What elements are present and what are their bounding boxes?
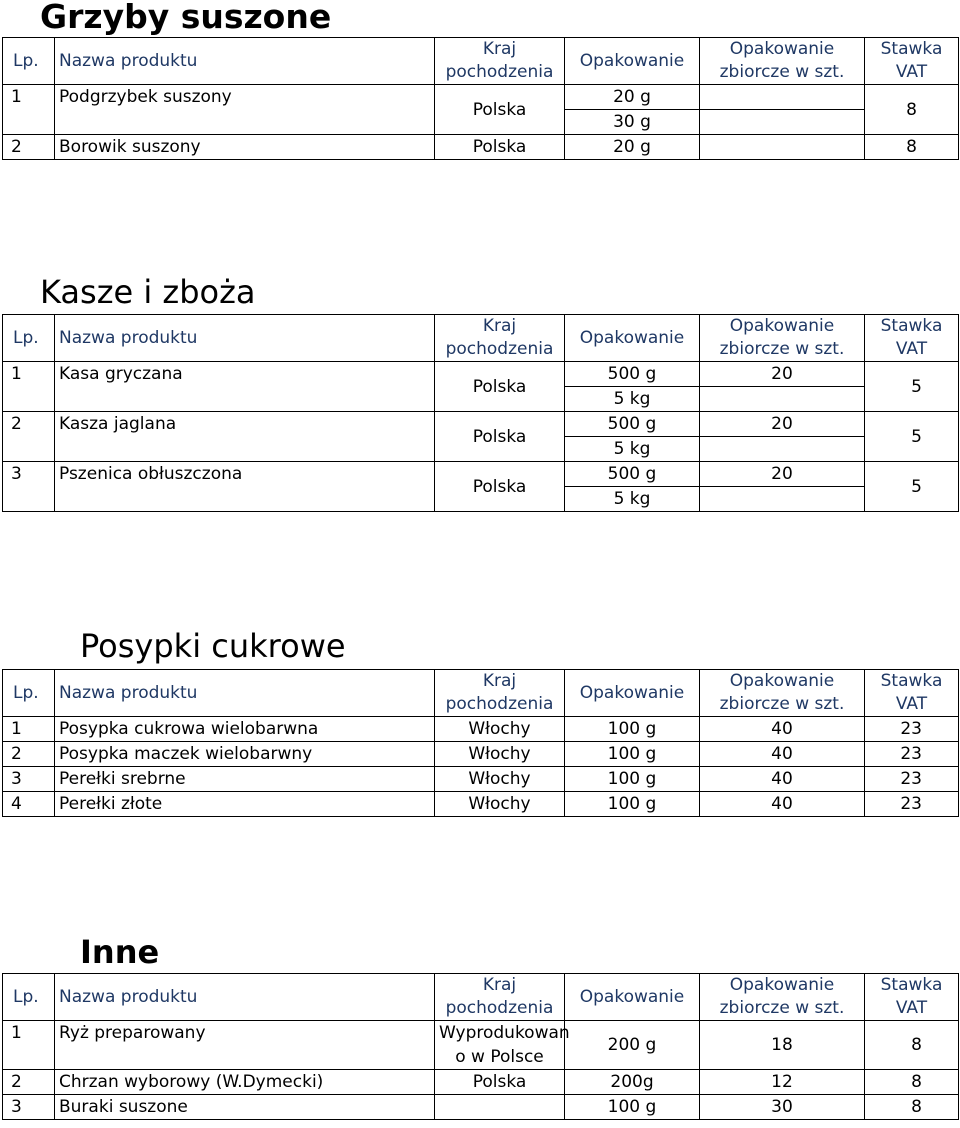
cell-lp: 1 xyxy=(3,85,55,135)
cell-pack: 100 g xyxy=(565,717,700,742)
table-header-row xyxy=(3,974,959,1021)
cell-vat: 8 xyxy=(865,1021,959,1070)
cell-vat: 8 xyxy=(865,85,959,135)
table-row xyxy=(3,85,959,110)
header-country: Kraj pochodzenia xyxy=(435,38,565,85)
table-header-row xyxy=(3,38,959,85)
table-row xyxy=(3,792,959,817)
header-bulk: Opakowanie zbiorcze w szt. xyxy=(700,974,865,1021)
header-name: Nazwa produktu xyxy=(55,38,435,85)
cell-name: Chrzan wyborowy (W.Dymecki) xyxy=(55,1070,435,1095)
cell-vat: 8 xyxy=(865,135,959,160)
table-kasze xyxy=(2,314,959,512)
cell-lp: 3 xyxy=(3,462,55,512)
header-vat: Stawka VAT xyxy=(865,974,959,1021)
section-title-grzyby: Grzyby suszone xyxy=(40,0,332,36)
header-lp: Lp. xyxy=(3,974,55,1021)
cell-country: Wyprodukowan o w Polsce xyxy=(435,1021,565,1070)
cell-bulk: 12 xyxy=(700,1070,865,1095)
cell-vat: 23 xyxy=(865,792,959,817)
cell-vat: 23 xyxy=(865,717,959,742)
cell-bulk: 20 xyxy=(700,412,865,437)
cell-bulk: 40 xyxy=(700,767,865,792)
cell-lp: 1 xyxy=(3,362,55,412)
section-title-posypki: Posypki cukrowe xyxy=(80,627,346,665)
header-pack: Opakowanie xyxy=(565,38,700,85)
cell-pack: 30 g xyxy=(565,110,700,135)
cell-name: Kasza jaglana xyxy=(55,412,435,462)
cell-vat: 23 xyxy=(865,767,959,792)
cell-vat: 23 xyxy=(865,742,959,767)
cell-pack: 100 g xyxy=(565,1095,700,1120)
cell-pack: 5 kg xyxy=(565,387,700,412)
header-vat: Stawka VAT xyxy=(865,38,959,85)
cell-name: Pszenica obłuszczona xyxy=(55,462,435,512)
cell-country: Polska xyxy=(435,1070,565,1095)
cell-country: Polska xyxy=(435,462,565,512)
header-lp: Lp. xyxy=(3,315,55,362)
cell-country: Polska xyxy=(435,85,565,135)
cell-pack: 20 g xyxy=(565,85,700,110)
header-name: Nazwa produktu xyxy=(55,974,435,1021)
cell-country: Polska xyxy=(435,135,565,160)
cell-bulk: 40 xyxy=(700,742,865,767)
table-inne xyxy=(2,973,959,1120)
cell-lp: 3 xyxy=(3,1095,55,1120)
header-lp: Lp. xyxy=(3,38,55,85)
cell-bulk: 40 xyxy=(700,717,865,742)
table-row xyxy=(3,412,959,437)
cell-country: Włochy xyxy=(435,742,565,767)
table-row xyxy=(3,135,959,160)
cell-name: Kasa gryczana xyxy=(55,362,435,412)
header-bulk: Opakowanie zbiorcze w szt. xyxy=(700,670,865,717)
cell-name: Borowik suszony xyxy=(55,135,435,160)
header-pack: Opakowanie xyxy=(565,974,700,1021)
cell-bulk: 30 xyxy=(700,1095,865,1120)
header-lp: Lp. xyxy=(3,670,55,717)
header-name: Nazwa produktu xyxy=(55,670,435,717)
table-row xyxy=(3,1021,959,1070)
cell-pack: 500 g xyxy=(565,362,700,387)
cell-vat: 5 xyxy=(865,412,959,462)
cell-bulk xyxy=(700,437,865,462)
cell-pack: 500 g xyxy=(565,462,700,487)
header-vat: Stawka VAT xyxy=(865,315,959,362)
section-title-inne: Inne xyxy=(80,933,160,971)
cell-vat: 5 xyxy=(865,462,959,512)
header-country: Kraj pochodzenia xyxy=(435,974,565,1021)
cell-name: Buraki suszone xyxy=(55,1095,435,1120)
cell-lp: 4 xyxy=(3,792,55,817)
header-bulk: Opakowanie zbiorcze w szt. xyxy=(700,38,865,85)
cell-vat: 8 xyxy=(865,1070,959,1095)
header-vat: Stawka VAT xyxy=(865,670,959,717)
table-header-row xyxy=(3,670,959,717)
table-row xyxy=(3,717,959,742)
cell-country: Włochy xyxy=(435,767,565,792)
cell-lp: 2 xyxy=(3,135,55,160)
cell-vat: 8 xyxy=(865,1095,959,1120)
header-pack: Opakowanie xyxy=(565,670,700,717)
header-country: Kraj pochodzenia xyxy=(435,315,565,362)
cell-bulk xyxy=(700,85,865,110)
cell-pack: 200g xyxy=(565,1070,700,1095)
cell-name: Perełki złote xyxy=(55,792,435,817)
table-row xyxy=(3,1095,959,1120)
cell-name: Podgrzybek suszony xyxy=(55,85,435,135)
table-row xyxy=(3,767,959,792)
table-header-row xyxy=(3,315,959,362)
table-row xyxy=(3,742,959,767)
cell-country xyxy=(435,1095,565,1120)
cell-pack: 200 g xyxy=(565,1021,700,1070)
cell-country: Włochy xyxy=(435,792,565,817)
cell-bulk xyxy=(700,487,865,512)
cell-pack: 5 kg xyxy=(565,487,700,512)
cell-bulk xyxy=(700,135,865,160)
cell-pack: 100 g xyxy=(565,742,700,767)
cell-lp: 2 xyxy=(3,412,55,462)
cell-vat: 5 xyxy=(865,362,959,412)
table-grzyby xyxy=(2,37,959,160)
cell-lp: 2 xyxy=(3,1070,55,1095)
header-country: Kraj pochodzenia xyxy=(435,670,565,717)
table-row xyxy=(3,362,959,387)
cell-pack: 100 g xyxy=(565,792,700,817)
cell-bulk: 40 xyxy=(700,792,865,817)
cell-pack: 100 g xyxy=(565,767,700,792)
cell-name: Posypka maczek wielobarwny xyxy=(55,742,435,767)
cell-name: Perełki srebrne xyxy=(55,767,435,792)
cell-pack: 500 g xyxy=(565,412,700,437)
cell-bulk: 20 xyxy=(700,462,865,487)
table-row xyxy=(3,1070,959,1095)
cell-pack: 5 kg xyxy=(565,437,700,462)
cell-bulk: 18 xyxy=(700,1021,865,1070)
cell-name: Ryż preparowany xyxy=(55,1021,435,1070)
cell-country: Włochy xyxy=(435,717,565,742)
section-title-kasze: Kasze i zboża xyxy=(40,273,256,311)
cell-country: Polska xyxy=(435,412,565,462)
cell-pack: 20 g xyxy=(565,135,700,160)
cell-bulk xyxy=(700,387,865,412)
cell-country: Polska xyxy=(435,362,565,412)
cell-lp: 1 xyxy=(3,1021,55,1070)
cell-lp: 3 xyxy=(3,767,55,792)
table-row xyxy=(3,462,959,487)
cell-name: Posypka cukrowa wielobarwna xyxy=(55,717,435,742)
cell-lp: 2 xyxy=(3,742,55,767)
header-bulk: Opakowanie zbiorcze w szt. xyxy=(700,315,865,362)
header-pack: Opakowanie xyxy=(565,315,700,362)
table-posypki xyxy=(2,669,959,817)
cell-bulk xyxy=(700,110,865,135)
cell-bulk: 20 xyxy=(700,362,865,387)
cell-lp: 1 xyxy=(3,717,55,742)
header-name: Nazwa produktu xyxy=(55,315,435,362)
